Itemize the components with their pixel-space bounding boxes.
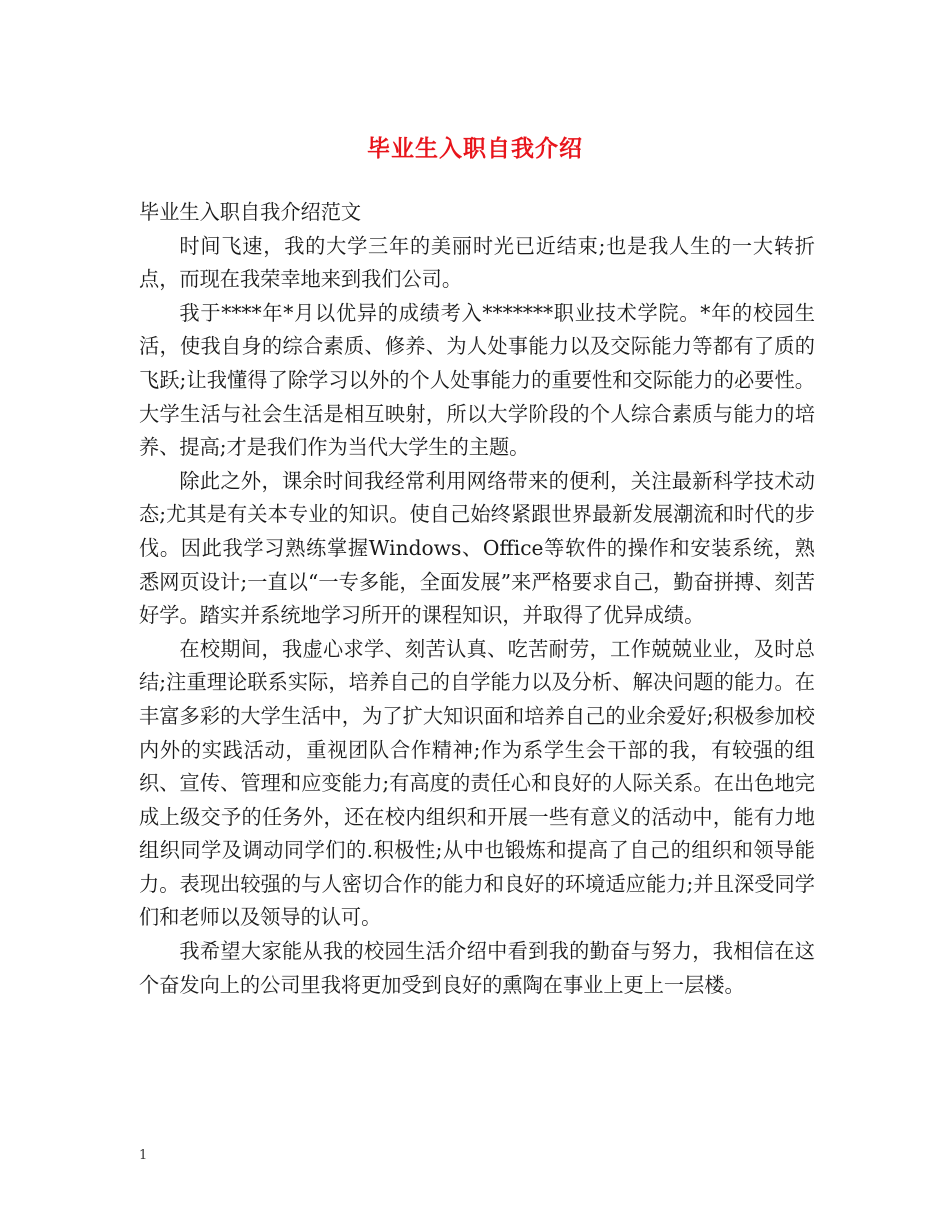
paragraph-2: 我于****年*月以优异的成绩考入*******职业技术学院。*年的校园生活，使我自身的综合素质、修养、为人处事能力以及交际能力等都有了质的飞跃;让我懂得了除学习以外的个人处事能力的重要性和交际能力的必要性。大学生活与社会生活是相互映射，所以大学阶段的个人综合素质与能力的培养、提高;才是我们作为当代大学生的主题。 — [139, 300, 815, 460]
page-number: 1 — [139, 1148, 148, 1163]
paragraph-4: 在校期间，我虚心求学、刻苦认真、吃苦耐劳，工作兢兢业业，及时总结;注重理论联系实际，培养自己的自学能力以及分析、解决问题的能力。在丰富多彩的大学生活中，为了扩大知识面和培养自己的业余爱好;积极参加校内外的实践活动，重视团队合作精神;作为系学生会干部的我，有较强的组织、宣传、管理和应变能力;有高度的责任心和良好的人际关系。在出色地完成上级交予的任务外，还在校内组织和开展一些有意义的活动中，能有力地组织同学及调动同学们的.积极性;从中也锻炼和提高了自己的组织和领导能力。表现出较强的与人密切合作的能力和良好的环境适应能力;并且深受同学们和老师以及领导的认可。 — [139, 636, 815, 930]
paragraph-5: 我希望大家能从我的校园生活介绍中看到我的勤奋与努力，我相信在这个奋发向上的公司里我将更加受到良好的熏陶在事业上更上一层楼。 — [139, 939, 815, 997]
document-subtitle: 毕业生入职自我介绍范文 — [139, 200, 362, 224]
paragraph-1: 时间飞速，我的大学三年的美丽时光已近结束;也是我人生的一大转折点，而现在我荣幸地来到我们公司。 — [139, 233, 815, 292]
paragraph-3: 除此之外，课余时间我经常利用网络带来的便利，关注最新科学技术动态;尤其是有关本专业的知识。使自己始终紧跟世界最新发展潮流和时代的步伐。因此我学习熟练掌握Windows、Office等软件的操作和安装系统，熟悉网页设计;一直以“一专多能，全面发展”来严格要求自己，勤奋拼搏、刻苦好学。踏实并系统地学习所开的课程知识，并取得了优异成绩。 — [139, 468, 815, 628]
document-body — [139, 196, 815, 1002]
document-title: 毕业生入职自我介绍 — [367, 136, 583, 162]
